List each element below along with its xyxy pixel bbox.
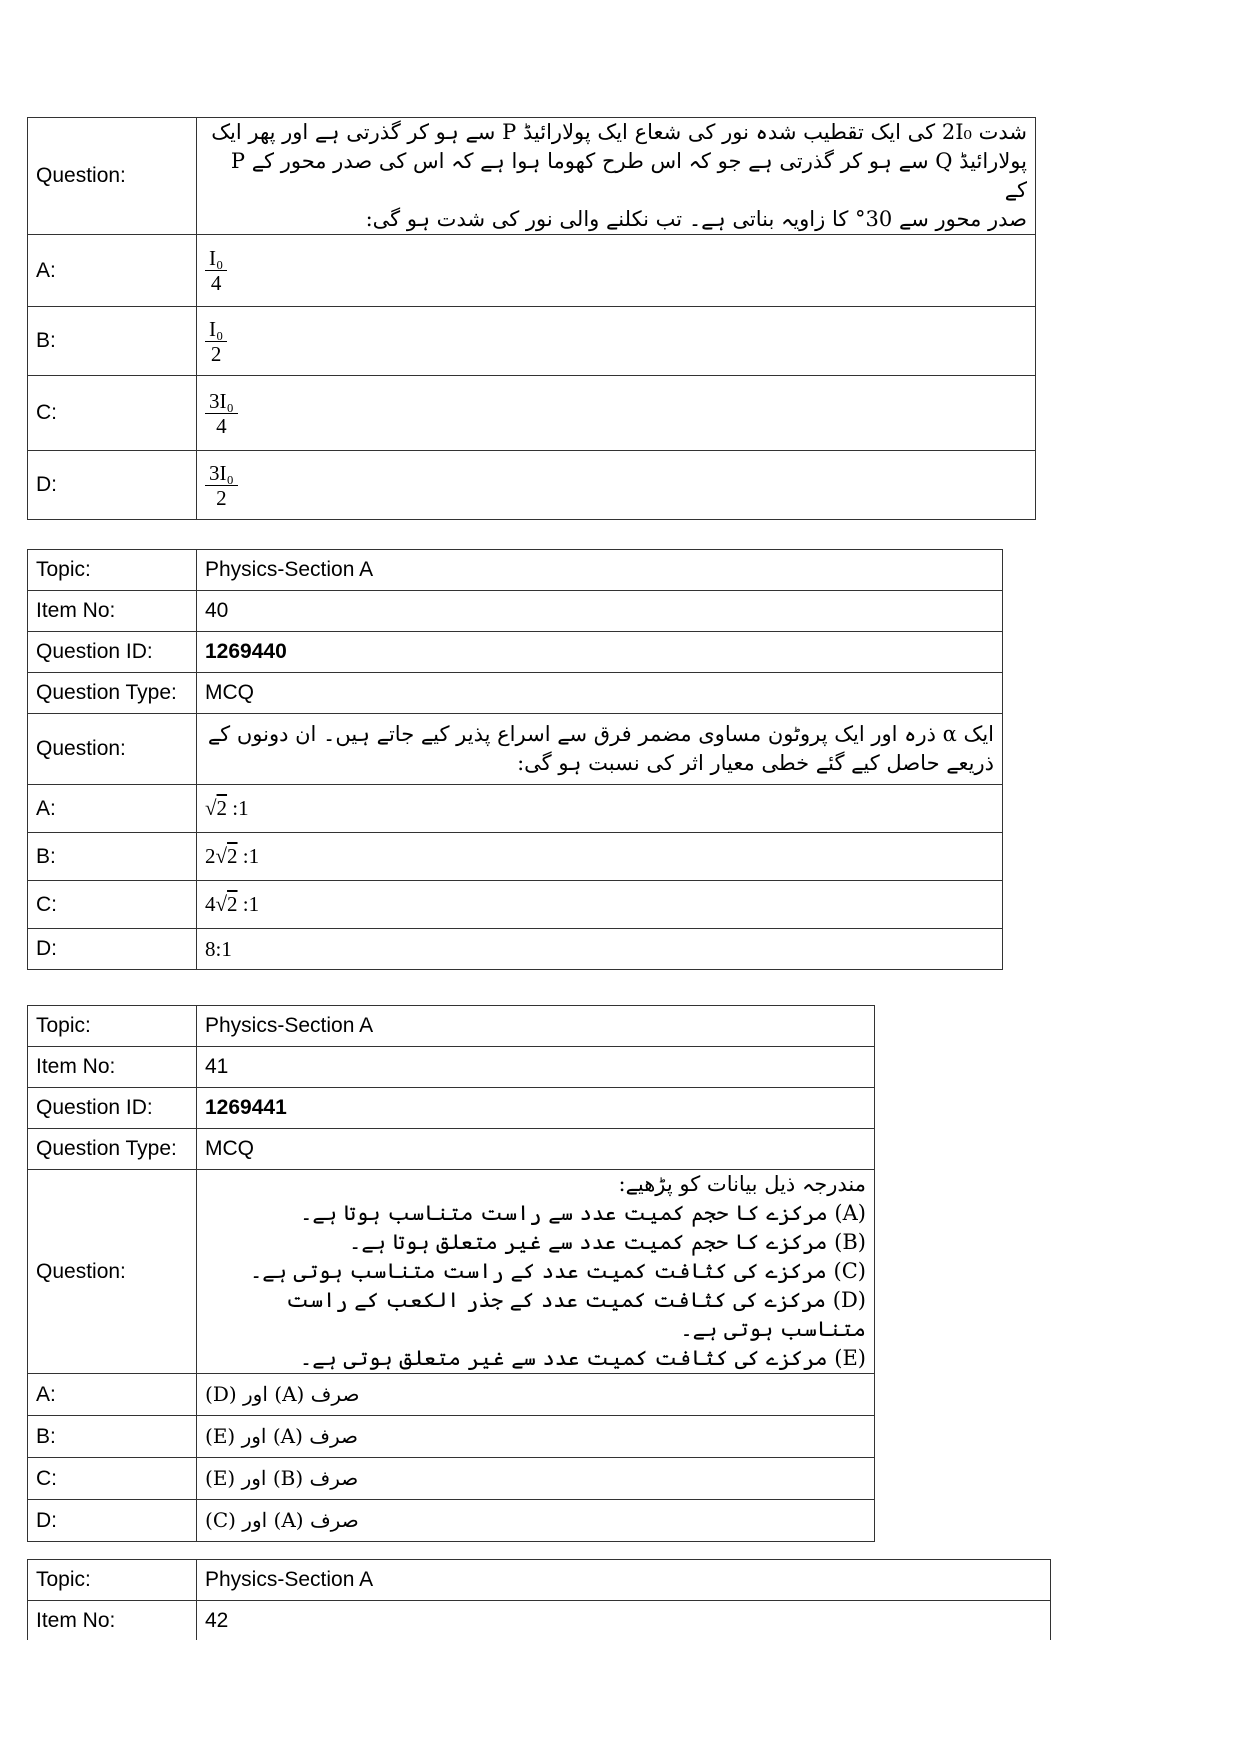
fraction-numerator: 3I₀ <box>205 389 238 414</box>
question-id-label: Question ID: <box>28 1088 197 1129</box>
question-line: (C) مرکزے کی کثافت کمیت عدد کے راست متناسب ہوتی ہے۔ <box>249 1259 866 1283</box>
option-b-label: B: <box>28 1416 197 1458</box>
radicand: 2 <box>216 796 228 820</box>
topic-label: Topic: <box>28 1560 197 1601</box>
option-a-label: A: <box>28 235 197 307</box>
option-b-value: صرف (A) اور (E) <box>197 1416 875 1458</box>
question-line: (B) مرکزے کا حجم کمیت عدد سے غیر متعلق ہوتا ہے۔ <box>349 1230 866 1254</box>
radicand: 2 <box>227 892 238 916</box>
question-type-label: Question Type: <box>28 673 197 714</box>
fraction-numerator: 3I₀ <box>205 461 238 486</box>
item-no-label: Item No: <box>28 591 197 632</box>
fraction-numerator: I₀ <box>205 317 227 342</box>
question-line: (E) مرکزے کی کثافت کمیت عدد سے غیر متعلق ہوتی ہے۔ <box>299 1346 866 1370</box>
option-b-label: B: <box>28 833 197 881</box>
option-a-label: A: <box>28 1374 197 1416</box>
option-c-value <box>197 376 1036 451</box>
question-line: صدر محور سے 30° کا زاویہ بناتی ہے۔ تب نکلنے والی نور کی شدت ہو گی: <box>365 207 1027 231</box>
question-id-value: 1269440 <box>197 632 1003 673</box>
option-a-label: A: <box>28 785 197 833</box>
question-block-39 <box>27 117 1036 520</box>
item-no-label: Item No: <box>28 1047 197 1088</box>
fraction-denominator: 2 <box>210 341 222 366</box>
option-d-value: صرف (A) اور (C) <box>197 1500 875 1542</box>
question-label: Question: <box>28 714 197 785</box>
ratio-rest: :1 <box>227 796 249 820</box>
option-a-value: √2 :1 <box>197 785 1003 833</box>
item-no-value: 42 <box>197 1601 1051 1641</box>
option-a-value <box>197 235 1036 307</box>
option-b-value <box>197 307 1036 376</box>
question-id-value: 1269441 <box>197 1088 875 1129</box>
question-type-value: MCQ <box>197 673 1003 714</box>
question-type-label: Question Type: <box>28 1129 197 1170</box>
coefficient: 2 <box>205 844 216 868</box>
topic-value: Physics-Section A <box>197 1560 1051 1601</box>
question-type-value: MCQ <box>197 1129 875 1170</box>
option-b-value: 2√2 :1 <box>197 833 1003 881</box>
question-block-42-clip <box>27 1559 1057 1640</box>
option-d-value <box>197 451 1036 520</box>
question-block-42 <box>27 1559 1051 1640</box>
fraction-denominator: 4 <box>210 271 222 295</box>
question-label: Question: <box>28 118 197 235</box>
option-d-value: 8:1 <box>197 929 1003 970</box>
fraction-denominator: 4 <box>216 413 227 438</box>
question-line: مندرجہ ذیل بیانات کو پڑھیے: <box>618 1172 866 1196</box>
question-block-41 <box>27 1005 875 1542</box>
question-line: ذریعے حاصل کیے گئے خطی معیار اثر کی نسبت ہو گی: <box>517 751 994 775</box>
coefficient: 4 <box>205 892 216 916</box>
option-d-label: D: <box>28 1500 197 1542</box>
ratio-rest: :1 <box>237 844 260 868</box>
fraction-denominator: 2 <box>216 485 227 510</box>
item-no-label: Item No: <box>28 1601 197 1641</box>
question-block-40 <box>27 549 1003 970</box>
question-line: (A) مرکزے کا حجم کمیت عدد سے راست متناسب ہوتا ہے۔ <box>300 1201 866 1225</box>
item-no-value: 41 <box>197 1047 875 1088</box>
question-line: ایک α ذرہ اور ایک پروٹون مساوی مضمر فرق سے اسراع پذیر کیے جاتے ہیں۔ ان دونوں کے <box>207 722 994 746</box>
option-d-label: D: <box>28 451 197 520</box>
question-text <box>197 1170 875 1374</box>
topic-value: Physics-Section A <box>197 550 1003 591</box>
question-text <box>197 118 1036 235</box>
option-c-label: C: <box>28 376 197 451</box>
option-c-value: 4√2 :1 <box>197 881 1003 929</box>
fraction-numerator: I₀ <box>205 246 227 271</box>
question-line: پولارائیڈ Q سے ہو کر گذرتی ہے جو کہ اس طرح کھوما ہوا ہے کہ اس کی صدر محور کے P کے <box>230 149 1027 202</box>
question-line: شدت 2I₀ کی ایک تقطیب شدہ نور کی شعاع ایک پولارائیڈ P سے ہو کر گذرتی ہے اور پھر ایک <box>211 120 1027 144</box>
question-text <box>197 714 1003 785</box>
topic-value: Physics-Section A <box>197 1006 875 1047</box>
option-c-value: صرف (B) اور (E) <box>197 1458 875 1500</box>
item-no-value: 40 <box>197 591 1003 632</box>
option-c-label: C: <box>28 881 197 929</box>
radicand: 2 <box>227 844 238 868</box>
question-label: Question: <box>28 1170 197 1374</box>
question-id-label: Question ID: <box>28 632 197 673</box>
question-line: (D) مرکزے کی کثافت کمیت عدد کے جذر الکعب کے راست متناسب ہوتی ہے۔ <box>286 1288 866 1341</box>
option-c-label: C: <box>28 1458 197 1500</box>
option-a-value: صرف (A) اور (D) <box>197 1374 875 1416</box>
topic-label: Topic: <box>28 1006 197 1047</box>
ratio-rest: :1 <box>237 892 260 916</box>
topic-label: Topic: <box>28 550 197 591</box>
option-b-label: B: <box>28 307 197 376</box>
option-d-label: D: <box>28 929 197 970</box>
